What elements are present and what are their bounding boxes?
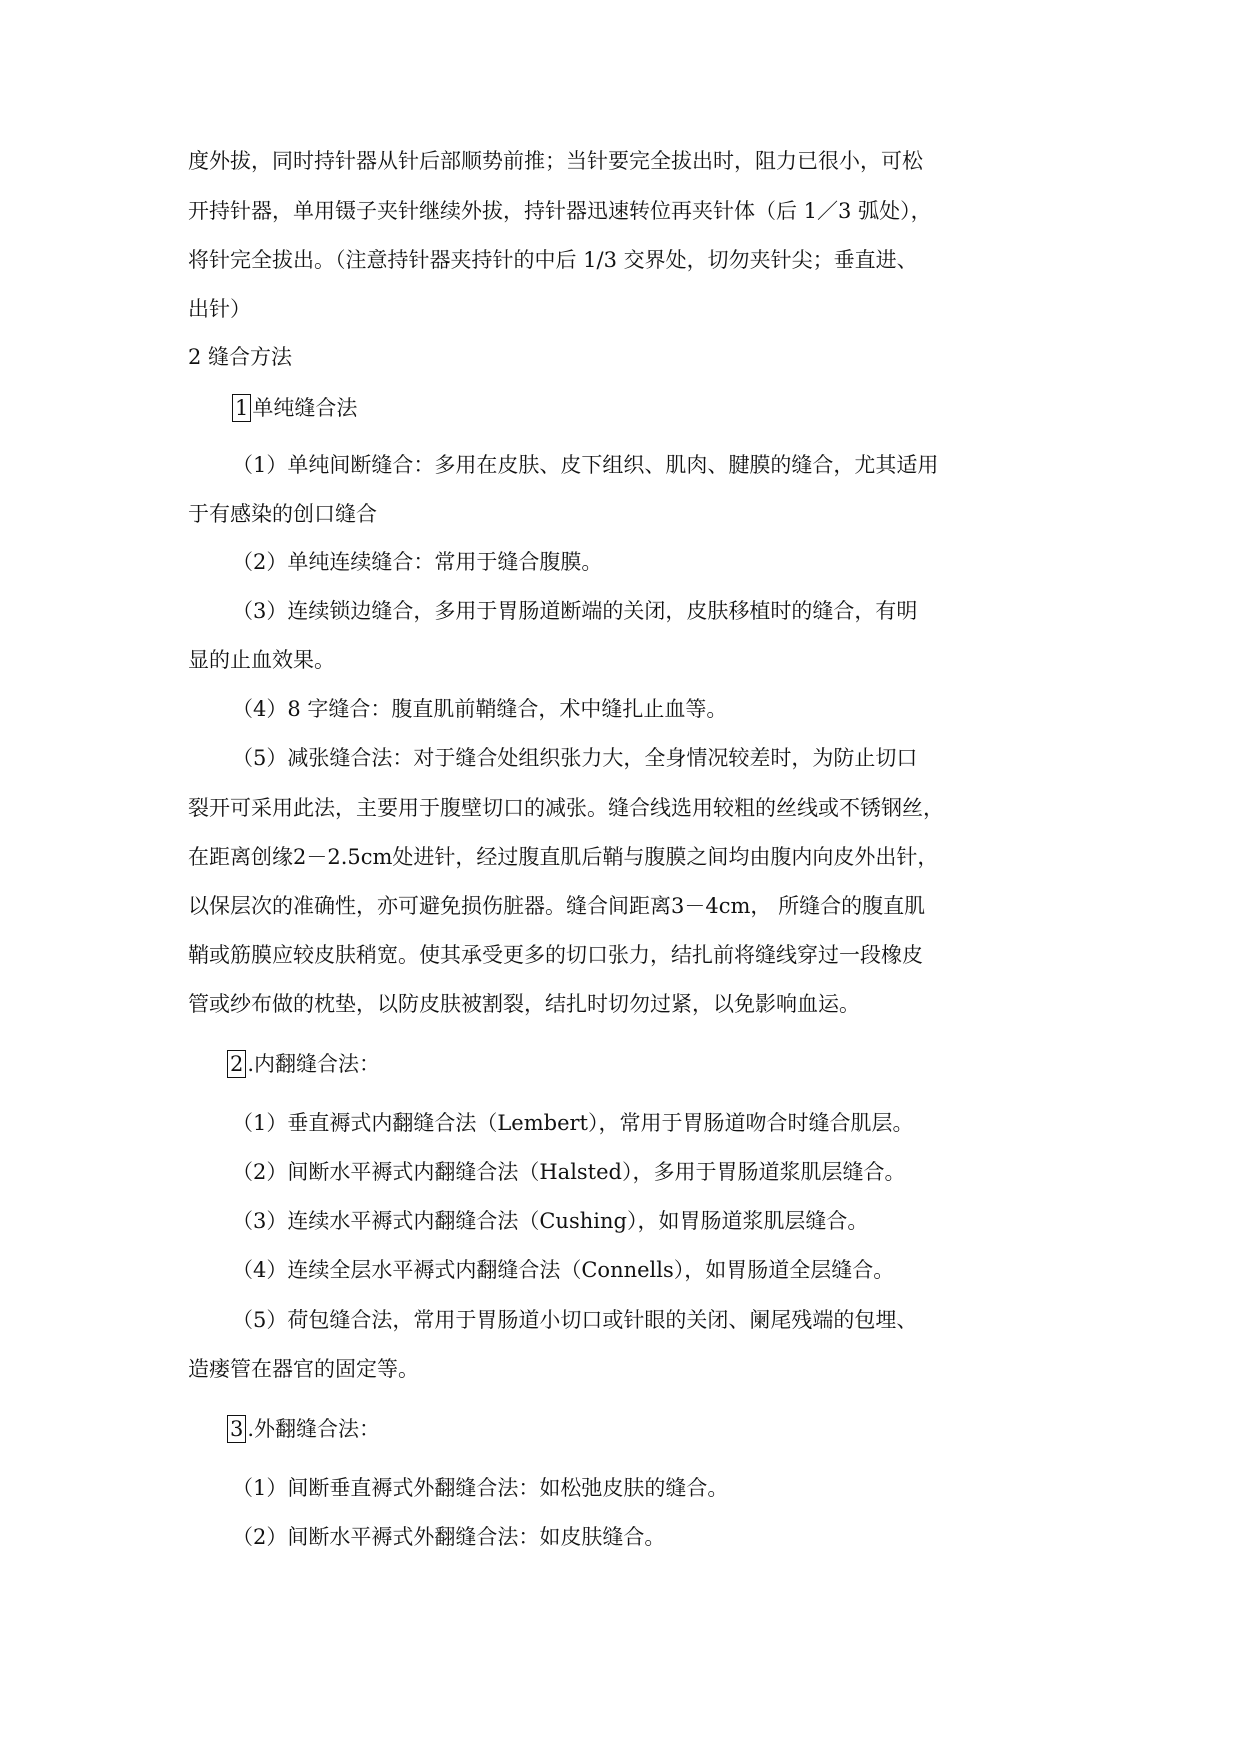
paragraph-line: 于有感染的创口缝合	[188, 502, 377, 526]
section-number-box: 2	[227, 1050, 246, 1078]
paragraph-line: （1）单纯间断缝合：多用在皮肤、皮下组织、肌肉、腱膜的缝合，尤其适用	[232, 453, 939, 477]
paragraph-line: 以保层次的准确性，亦可避免损伤脏器。缝合间距离3－4cm， 所缝合的腹直肌	[188, 894, 926, 918]
subsection-heading-simple	[232, 394, 357, 422]
paragraph-line: （3）连续锁边缝合，多用于胃肠道断端的关闭，皮肤移植时的缝合，有明	[232, 599, 918, 623]
paragraph-line: 度外拔，同时持针器从针后部顺势前推；当针要完全拔出时，阻力已很小，可松	[188, 149, 923, 173]
section-heading: 2 缝合方法	[188, 345, 293, 369]
subsection-heading-inverting	[227, 1050, 380, 1078]
paragraph-line: 裂开可采用此法，主要用于腹壁切口的减张。缝合线选用较粗的丝线或不锈钢丝，	[188, 796, 944, 820]
paragraph-line: （2）间断水平褥式内翻缝合法（Halsted），多用于胃肠道浆肌层缝合。	[232, 1160, 906, 1184]
subsection-heading-everting	[227, 1415, 380, 1443]
paragraph-line: （1）间断垂直褥式外翻缝合法：如松弛皮肤的缝合。	[232, 1476, 729, 1500]
paragraph-line: （1）垂直褥式内翻缝合法（Lembert），常用于胃肠道吻合时缝合肌层。	[232, 1111, 914, 1135]
paragraph-line: （2）单纯连续缝合：常用于缝合腹膜。	[232, 550, 603, 574]
paragraph-line: 开持针器，单用镊子夹针继续外拔，持针器迅速转位再夹针体（后 1／3 弧处），	[188, 199, 932, 223]
section-number-box: 1	[232, 394, 251, 422]
paragraph-line: 造瘘管在器官的固定等。	[188, 1357, 419, 1381]
subsection-title: .内翻缝合法：	[247, 1052, 381, 1076]
paragraph-line: （5）荷包缝合法，常用于胃肠道小切口或针眼的关闭、阑尾残端的包埋、	[232, 1308, 918, 1332]
paragraph-line: 鞘或筋膜应较皮肤稍宽。使其承受更多的切口张力，结扎前将缝线穿过一段橡皮	[188, 943, 923, 967]
subsection-title: .外翻缝合法：	[247, 1417, 381, 1441]
paragraph-line: （3）连续水平褥式内翻缝合法（Cushing），如胃肠道浆肌层缝合。	[232, 1209, 869, 1233]
paragraph-line: （4）连续全层水平褥式内翻缝合法（Connells），如胃肠道全层缝合。	[232, 1258, 895, 1282]
paragraph-line: （5）减张缝合法：对于缝合处组织张力大，全身情况较差时，为防止切口	[232, 746, 918, 770]
paragraph-line: （4）8 字缝合：腹直肌前鞘缝合，术中缝扎止血等。	[232, 697, 728, 721]
paragraph-line: 在距离创缘2－2.5cm处进针，经过腹直肌后鞘与腹膜之间均由腹内向皮外出针，	[188, 845, 939, 869]
paragraph-line: 管或纱布做的枕垫，以防皮肤被割裂，结扎时切勿过紧，以免影响血运。	[188, 992, 860, 1016]
section-number-box: 3	[227, 1415, 246, 1443]
paragraph-line: （2）间断水平褥式外翻缝合法：如皮肤缝合。	[232, 1525, 666, 1549]
paragraph-line: 将针完全拔出。（注意持针器夹持针的中后 1/3 交界处，切勿夹针尖；垂直进、	[188, 248, 918, 272]
paragraph-line: 显的止血效果。	[188, 648, 335, 672]
paragraph-line: 出针）	[188, 297, 251, 321]
subsection-title: 单纯缝合法	[252, 396, 358, 420]
